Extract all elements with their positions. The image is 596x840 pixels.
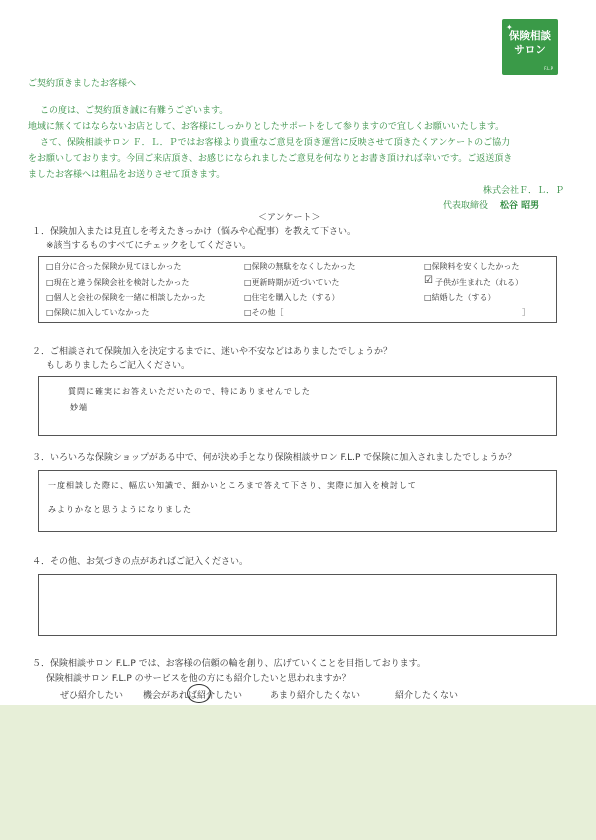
intro-line-3: さて、保険相談サロン Ｆ．Ｌ．Ｐではお客様より貴重なご意見を頂き運営に反映させて頂きたくアンケートのご協力 (40, 138, 511, 148)
q2-answer-line-2: 妙端 (70, 403, 88, 412)
company-name: 株式会社Ｆ．Ｌ．Ｐ (483, 186, 565, 196)
q2-answer-box[interactable] (38, 376, 557, 436)
q5-option-4[interactable]: 紹介したくない (395, 691, 459, 701)
q1-option-6[interactable]: 子供が生まれた（れる） (435, 278, 523, 287)
bottom-background-band (0, 705, 596, 840)
q1-option-3[interactable]: □保険料を安くしたかった (424, 262, 520, 271)
q5-option-2[interactable]: 機会があれば紹介したい (143, 691, 243, 701)
q1-option-1[interactable]: □自分に合った保険か見てほしかった (46, 262, 182, 271)
intro-line-5: ましたお客様へは粗品をお送りさせて頂きます。 (28, 170, 226, 180)
q3-answer-line-1: 一度相談した際に、幅広い知識で、細かいところまで答えて下さり、実際に加入を検討して (48, 481, 417, 490)
checkbox-checked-icon[interactable]: ☑ (424, 275, 433, 286)
selection-circle-mark (187, 684, 211, 703)
q3-answer-line-2: みよりかなと思うようになりました (48, 505, 192, 514)
q1-option-9[interactable]: □結婚した（する） (424, 293, 496, 302)
q2-answer-line-1: 質問に確実にお答えいただいたので、特にありませんでした (68, 387, 311, 396)
q2-text: ２．ご相談されて保険加入を決定するまでに、迷いや不安などはありましたでしょうか？ (32, 347, 393, 357)
q3-text: ３．いろいろな保険ショップがある中で、何が決め手となり保険相談サロン F.L.P で保険に加入されましたでしょうか？ (32, 453, 517, 463)
q1-option-11-bracket-close: ］ (522, 308, 530, 317)
company-logo (502, 19, 558, 75)
q2-text-2: もしありましたらご記入ください。 (46, 361, 191, 371)
intro-line-2: 地域に無くてはならないお店として、お客様にしっかりとしたサポートをして参りますので宜しくお願いいたします。 (28, 122, 505, 132)
representative-name: 松谷 昭男 (500, 201, 540, 211)
logo-sub: F.L.P (544, 66, 553, 71)
intro-line-1: この度は、ご契約頂き誠に有難うございます。 (40, 106, 229, 116)
sparkle-icon: ✦ (506, 23, 513, 32)
q1-option-4[interactable]: □現在と違う保険会社を検討したかった (46, 278, 190, 287)
q1-option-11[interactable]: □その他［ (244, 308, 284, 317)
q1-option-5[interactable]: □更新時期が近づいていた (244, 278, 340, 287)
representative-title: 代表取締役 (443, 201, 489, 211)
q1-option-8[interactable]: □住宅を購入した（する） (244, 293, 340, 302)
q1-note: ※該当するものすべてにチェックをしてください。 (46, 241, 252, 251)
q1-option-2[interactable]: □保険の無駄をなくしたかった (244, 262, 356, 271)
greeting: ご契約頂きましたお客様へ (28, 79, 137, 89)
q5-option-1[interactable]: ぜひ紹介したい (60, 691, 124, 701)
logo-line2: サロン (514, 44, 546, 56)
q5-text: ５．保険相談サロン F.L.P では、お客様の信頼の輪を創り、広げていくことを目指しております。 (32, 659, 426, 669)
q4-text: ４．その他、お気づきの点があればご記入ください。 (32, 557, 249, 567)
q1-text: １．保険加入または見直しを考えたきっかけ（悩みや心配事）を教えて下さい。 (32, 227, 357, 237)
q1-option-7[interactable]: □個人と会社の保険を一緒に相談したかった (46, 293, 206, 302)
intro-line-4: をお願いしております。今回ご来店頂き、お感じになられましたご意見を何なりとお書き頂ければ幸いです。ご返送頂き (28, 154, 513, 164)
q5-option-3[interactable]: あまり紹介したくない (270, 691, 361, 701)
q5-text-2: 保険相談サロン F.L.P のサービスを他の方にも紹介したいと思われますか？ (46, 674, 351, 684)
q1-option-10[interactable]: □保険に加入していなかった (46, 308, 150, 317)
survey-title: ＜アンケート＞ (258, 213, 321, 223)
logo-line1: 保険相談 (509, 30, 551, 42)
q4-answer-box[interactable] (38, 574, 557, 636)
